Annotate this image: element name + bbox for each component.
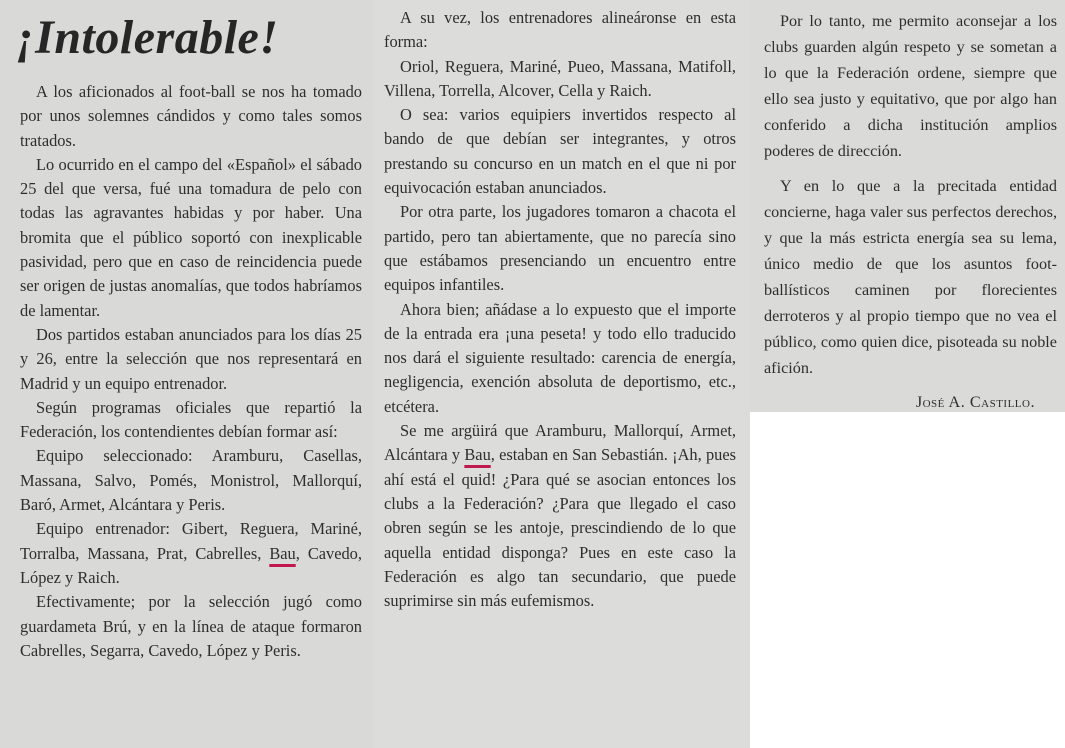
paragraph-text: , Cavedo, López y Raich. <box>20 543 362 587</box>
paragraph: Equipo seleccionado: Aramburu, Casellas, Massana, Salvo, Pomés, Monistrol, Mallorquí, Baró, Armet, Alcántara y Peris. <box>20 446 362 515</box>
paragraph: Ahora bien; añádase a lo expuesto que el importe de la entrada era ¡una peseta! y todo ello traducido nos dará el siguiente resultado: carencia de energía, negligencia, exención absoluta de deportismo, etc., etcétera. <box>384 299 736 416</box>
paragraph <box>384 419 736 613</box>
article-column-1 <box>0 0 374 748</box>
paragraph: Y en lo que a la precitada entidad concierne, haga valer sus perfectos derechos, y que la más estricta energía sea su lema, único medio de que los asuntos foot-ballísticos caminen por florecientes derroteros y al propio tiempo que no vea el público, como quien dice, pisoteada su noble afición. <box>764 176 1057 378</box>
paragraph: Dos partidos estaban anunciados para los días 25 y 26, entre la selección que nos representará en Madrid y un equipo entrenador. <box>20 324 362 393</box>
paragraph: Por lo tanto, me permito aconsejar a los clubs guarden algún respeto y se sometan a lo que la Federación ordene, siempre que ello sea justo y equitativo, que por algo han conferido a dicha institución amplios poderes de dirección. <box>764 12 1057 161</box>
paragraph-text: Se me argüirá que Aramburu, Mallorquí, Armet, Alcántara y <box>384 421 736 465</box>
paragraph: O sea: varios equipiers invertidos respecto al bando de que debían ser integrantes, y otros prestando su concurso en un match en el que ni por equivocación estaban anunciados. <box>384 105 736 198</box>
article-column-2 <box>374 0 750 748</box>
paragraph: A los aficionados al foot-ball se nos ha tomado por unos solemnes cándidos y como tales somos tratados. <box>20 82 362 150</box>
paragraph: Lo ocurrido en el campo del «Español» el sábado 25 del que versa, fué una tomadura de pelo con todas las agravantes habidas y por haber. Una bromita que el público soportó con inexplicable pasividad, pero que en caso de reincidencia puede ser origen de justas anomalías, que todos habríamos de lamentar. <box>20 154 362 320</box>
paragraph <box>20 517 362 590</box>
highlighted-name: Bau <box>464 445 491 465</box>
article-column-3 <box>750 0 1065 412</box>
paragraph-text: , estaban en San Sebastián. ¡Ah, pues ahí está el quid! ¿Para qué se asocian entonces los clubs a la Federación? ¿Para que llegado el caso obren según se les antoje, prescindiendo de lo que aquella entidad disponga? Pues en este caso la Federación es algo tan secundario, que puede suprimirse sin más eufemismos. <box>384 445 736 611</box>
paragraph: Según programas oficiales que repartió la Federación, los contendientes debían formar así: <box>20 397 362 442</box>
paragraph: A su vez, los entrenadores alineáronse en esta forma: <box>384 8 736 52</box>
author-signature: José A. Castillo. <box>915 393 1035 412</box>
highlighted-name: Bau <box>269 543 296 563</box>
paragraph-text: Equipo entrenador: Gibert, Reguera, Mariné, Torralba, Massana, Prat, Cabrelles, <box>20 519 362 563</box>
paragraph: Efectivamente; por la selección jugó como guardameta Brú, y en la línea de ataque formaron Cabrelles, Segarra, Cavedo, López y Peris. <box>20 592 362 660</box>
article-title: ¡Intolerable! <box>16 11 279 64</box>
paragraph: Por otra parte, los jugadores tomaron a chacota el partido, pero tan abiertamente, que no parecía sino que estábamos presenciando un encuentro entre equipos infantiles. <box>384 202 736 295</box>
paragraph: Oriol, Reguera, Mariné, Pueo, Massana, Matifoll, Villena, Torrella, Alcover, Cella y Raich. <box>384 56 736 100</box>
